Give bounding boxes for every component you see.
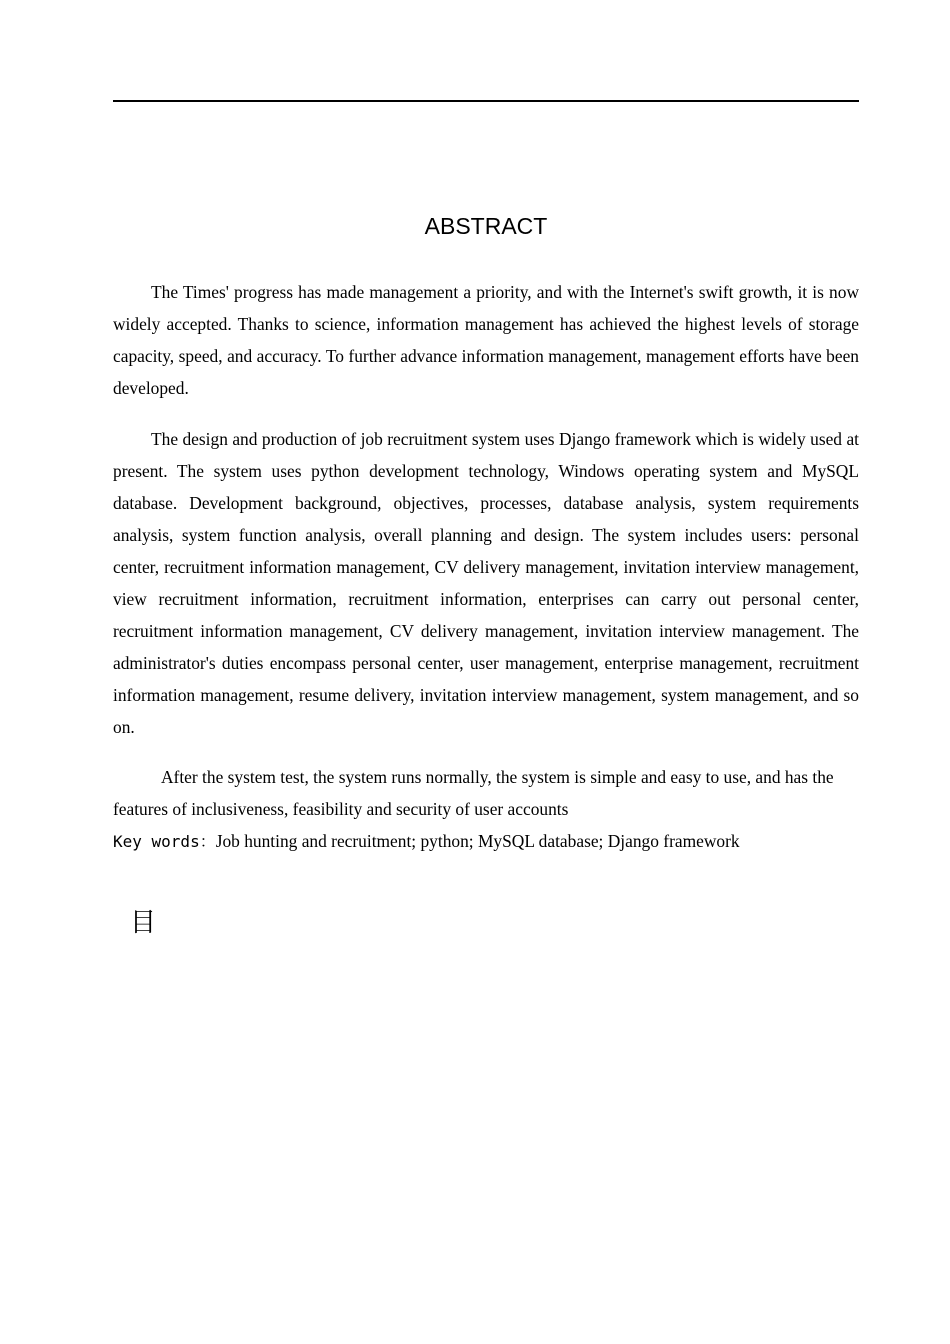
header-rule [113, 100, 859, 102]
abstract-title: ABSTRACT [424, 213, 548, 239]
abstract-paragraph-1: The Times' progress has made management a priority, and with the Internet's swift growth, it is now widely accepted. Thanks to science, information management has achieved the highest levels of storage capacity, speed, and accuracy. To further advance information management, management efforts have been developed. [113, 282, 859, 398]
keywords-label: Key words： [113, 832, 216, 851]
abstract-paragraph-2: The design and production of job recruitment system uses Django framework which is widely used at present. The system uses python development technology, Windows operating system and MySQL database. Development background, objectives, processes, database analysis, system requirements analysis, system function analysis, overall planning and design. The system includes users: personal center, recruitment information management, CV delivery management, invitation interview management, view recruitment information, recruitment information, enterprises can carry out personal center, recruitment information management, CV delivery management, invitation interview management. The administrator's duties encompass personal center, user management, enterprise management, recruitment information management, resume delivery, invitation interview management, system management, and so on. [113, 429, 859, 737]
toc-heading-partial: 目 [130, 908, 157, 938]
abstract-paragraph-3: After the system test, the system runs normally, the system is simple and easy to use, and has the features of inclusiveness, feasibility and security of user accounts [113, 767, 834, 819]
keywords-line [113, 825, 859, 858]
keywords-text: Job hunting and recruitment; python; MySQL database; Django framework [215, 831, 740, 851]
